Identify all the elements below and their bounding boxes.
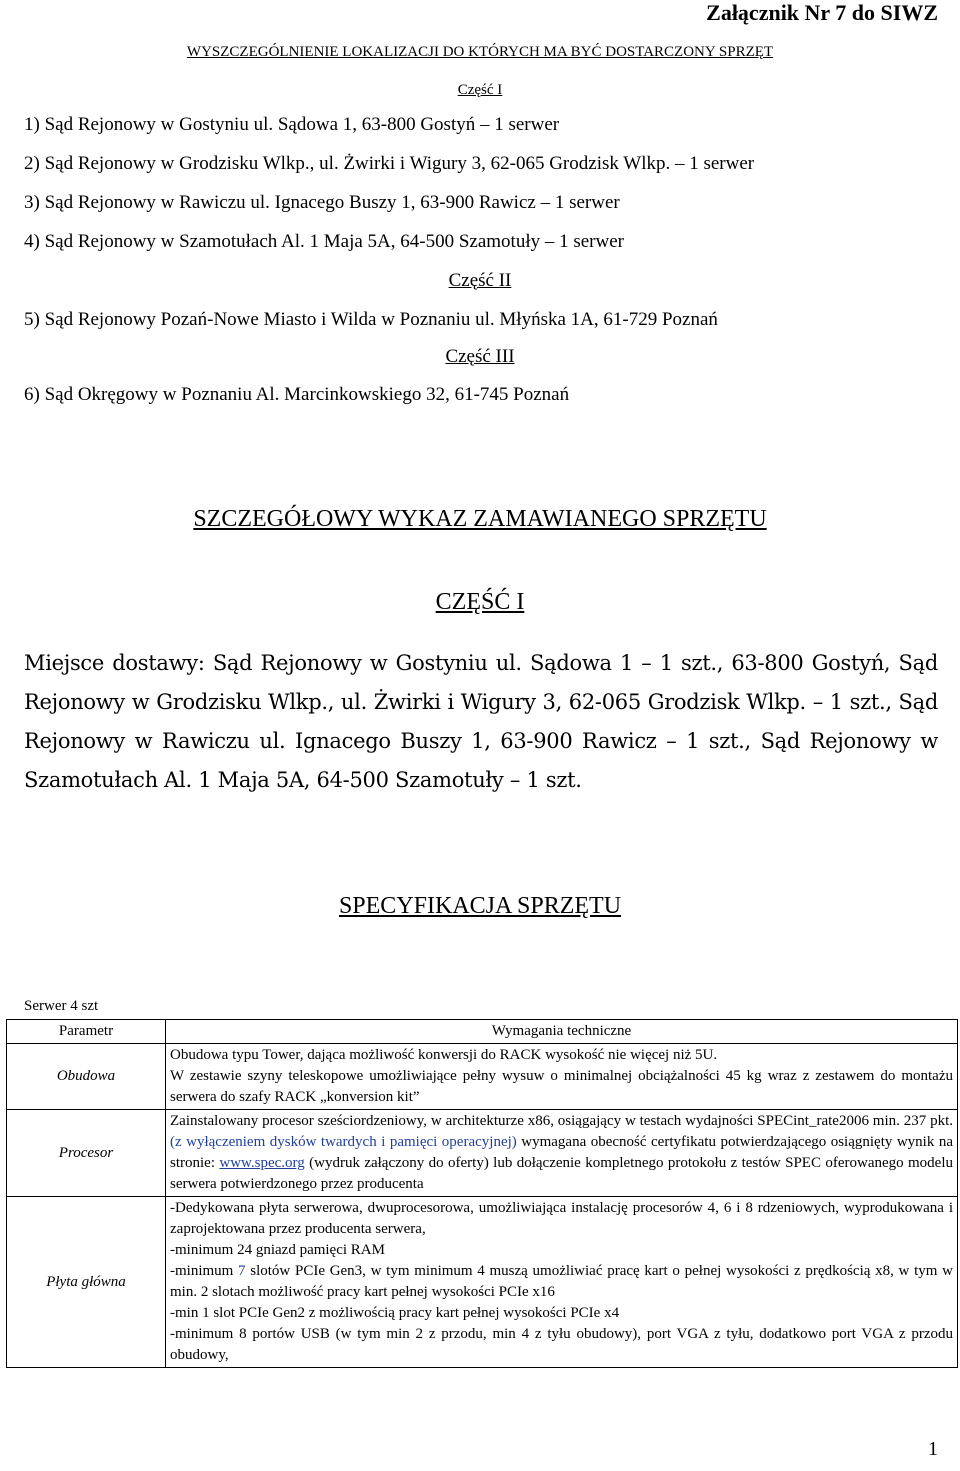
page-number: 1 [928, 1438, 938, 1460]
requirement-line: -Dedykowana płyta serwerowa, dwuprocesorowa, umożliwiająca instalację procesorów 4, 6 i 8 rdzeniowych, wyprodukowana i zaprojektowana przez producenta serwera, [170, 1200, 953, 1237]
requirements-cell [166, 1197, 958, 1368]
detailed-list-title: SZCZEGÓŁOWY WYKAZ ZAMAWIANEGO SPRZĘTU [193, 506, 767, 532]
location-2: 2) Sąd Rejonowy w Grodzisku Wlkp., ul. Żwirki i Wigury 3, 62-065 Grodzisk Wlkp. – 1 serwer [24, 153, 755, 174]
delivery-line: Miejsce dostawy: Sąd Rejonowy w Gostyniu ul. Sądowa 1 – 1 szt., 63-800 Gostyń, Sąd [24, 651, 938, 675]
spec-table [6, 1019, 958, 1368]
spec-title: SPECYFIKACJA SPRZĘTU [338, 893, 622, 919]
requirement-line: -minimum 8 portów USB (w tym min 2 z przodu, min 4 z tyłu obudowy), port VGA z tyłu, dodatkowo port VGA z przodu obudowy, [170, 1326, 953, 1363]
slot-count: 7 [238, 1263, 246, 1279]
requirement-line: Obudowa typu Tower, dająca możliwość konwersji do RACK wysokość nie więcej niż 5U. [170, 1047, 718, 1063]
param-cell: Procesor [7, 1110, 166, 1197]
requirement-text: (wydruk załączony do oferty) lub dołączenie kompletnego protokołu z testów SPEC oferowanego modelu serwera potwierdzonego przez producenta [170, 1155, 953, 1192]
section-part-title: CZĘŚĆ I [435, 589, 525, 615]
requirements-cell [166, 1110, 958, 1197]
table-row [7, 1110, 958, 1197]
requirement-text: Zainstalowany procesor sześciordzeniowy, w architekturze x86, osiągający w testach wydajności SPECint_rate2006 min. 237 pkt. [170, 1113, 953, 1129]
requirement-text: slotów PCIe Gen3, w tym minimum 4 muszą umożliwiać pracę kart o pełnej wysokości z prędkością x8, w tym w min. 2 slotach możliwość pracy kart pełnej wysokości PCIe x16 [170, 1263, 953, 1300]
header-requirements: Wymagania techniczne [166, 1020, 958, 1044]
location-5: 5) Sąd Rejonowy Pozań-Nowe Miasto i Wilda w Poznaniu ul. Młyńska 1A, 61-729 Poznań [24, 309, 718, 330]
location-1: 1) Sąd Rejonowy w Gostyniu ul. Sądowa 1, 63-800 Gostyń – 1 serwer [24, 114, 560, 135]
location-3: 3) Sąd Rejonowy w Rawiczu ul. Ignacego Buszy 1, 63-900 Rawicz – 1 serwer [24, 192, 620, 213]
requirement-note: (z wyłączeniem dysków twardych i pamięci operacyjnej) [170, 1134, 517, 1150]
locations-heading: WYSZCZEGÓLNIENIE LOKALIZACJI DO KTÓRYCH MA BYĆ DOSTARCZONY SPRZĘT [186, 44, 774, 60]
requirement-line [170, 1261, 953, 1303]
part-1-label: Część I [457, 82, 503, 98]
location-6: 6) Sąd Okręgowy w Poznaniu Al. Marcinkowskiego 32, 61-745 Poznań [24, 384, 570, 405]
requirement-line: -min 1 slot PCIe Gen2 z możliwością pracy kart pełnej wysokości PCIe x4 [170, 1305, 620, 1321]
spec-org-link[interactable]: www.spec.org [219, 1155, 305, 1171]
delivery-place [24, 644, 938, 800]
location-4: 4) Sąd Rejonowy w Szamotułach Al. 1 Maja 5A, 64-500 Szamotuły – 1 serwer [24, 231, 624, 252]
table-row [7, 1197, 958, 1368]
requirement-text: wymagana obecność certyfikatu potwierdzającego osiągnięty wynik na stronie: [170, 1134, 953, 1171]
requirement-text: -minimum [170, 1263, 239, 1279]
part-2-label: Część II [448, 270, 512, 291]
annex-title: Załącznik Nr 7 do SIWZ [706, 0, 938, 25]
table-row [7, 1044, 958, 1110]
requirement-line: W zestawie szyny teleskopowe umożliwiające pełny wysuw o minimalnej obciążalności 45 kg wraz z zestawem do montażu serwera do szafy RACK „konversion kit” [170, 1068, 953, 1105]
part-3-label: Część III [445, 346, 515, 367]
header-param: Parametr [7, 1020, 166, 1044]
delivery-line: Rejonowy w Grodzisku Wlkp., ul. Żwirki i Wigury 3, 62-065 Grodzisk Wlkp. – 1 szt., Sąd [24, 690, 938, 714]
param-cell: Obudowa [7, 1044, 166, 1110]
delivery-line: Szamotułach Al. 1 Maja 5A, 64-500 Szamotuły – 1 szt. [24, 768, 582, 792]
delivery-line: Rejonowy w Rawiczu ul. Ignacego Buszy 1, 63-900 Rawicz – 1 szt., Sąd Rejonowy w [24, 729, 938, 753]
table-header-row [7, 1020, 958, 1044]
param-cell: Płyta główna [7, 1197, 166, 1368]
requirements-cell [166, 1044, 958, 1110]
requirement-line: -minimum 24 gniazd pamięci RAM [170, 1242, 385, 1258]
server-quantity: Serwer 4 szt [24, 998, 99, 1014]
